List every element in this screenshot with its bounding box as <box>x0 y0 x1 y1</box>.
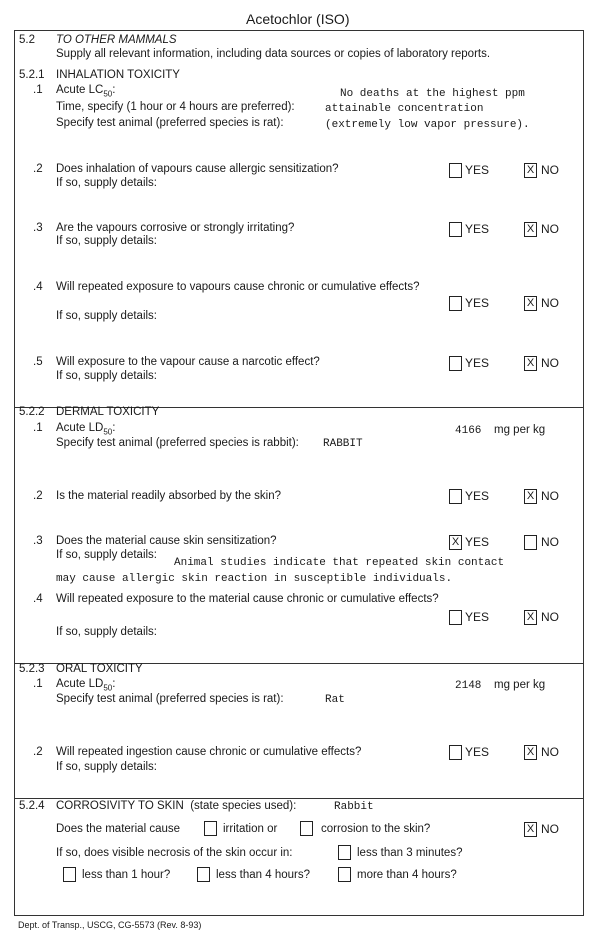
question-number: .1 <box>33 84 43 96</box>
question-number: .3 <box>33 535 43 547</box>
yes-label: YES <box>465 489 490 503</box>
no-checkbox[interactable]: X <box>524 822 537 837</box>
lc50-answer-line2: attainable concentration <box>325 103 484 115</box>
section-number: 5.2 <box>19 34 35 46</box>
no-checkbox[interactable]: X <box>524 163 537 178</box>
yes-label: YES <box>465 535 490 549</box>
test-animal-label: Specify test animal (preferred species is rat): <box>56 693 284 705</box>
details-label: If so, supply details: <box>56 549 157 561</box>
less-than-3-minutes-label: less than 3 minutes? <box>357 847 463 859</box>
subsection-heading: INHALATION TOXICITY <box>56 69 180 81</box>
test-animal-value: Rat <box>325 694 345 706</box>
test-animal-label: Specify test animal (preferred species is rat): <box>56 117 284 129</box>
corrosion-label: corrosion to the skin? <box>321 823 431 835</box>
subsection-heading: ORAL TOXICITY <box>56 663 143 675</box>
details-label: If so, supply details: <box>56 310 157 322</box>
no-checkbox[interactable]: X <box>524 222 537 237</box>
question-number: .1 <box>33 422 43 434</box>
lc50-answer-line1: No deaths at the highest ppm <box>340 88 525 100</box>
more-than-4-hours-label: more than 4 hours? <box>357 869 457 881</box>
subsection-number: 5.2.2 <box>19 406 45 418</box>
question-text: Will exposure to the vapour cause a narcotic effect? <box>56 356 320 368</box>
yes-label: YES <box>465 356 490 370</box>
no-label: NO <box>541 745 559 759</box>
no-label: NO <box>541 296 559 310</box>
question-text: Is the material readily absorbed by the skin? <box>56 490 282 502</box>
no-label: NO <box>541 610 559 624</box>
no-label: NO <box>541 222 559 236</box>
question-text: Does the material cause <box>56 823 181 835</box>
yes-checkbox[interactable] <box>449 745 462 760</box>
yes-checkbox[interactable]: X <box>449 535 462 550</box>
no-checkbox[interactable]: X <box>524 745 537 760</box>
yes-label: YES <box>465 296 490 310</box>
details-label: If so, supply details: <box>56 761 157 773</box>
subsection-number: 5.2.1 <box>19 69 45 81</box>
corrosion-checkbox[interactable] <box>300 821 313 836</box>
less-than-1-hour-label: less than 1 hour? <box>82 869 171 881</box>
question-text: Will repeated exposure to the material cause chronic or cumulative effects? <box>56 593 439 605</box>
sensitization-answer-line1: Animal studies indicate that repeated skin contact <box>174 557 505 569</box>
question-number: .4 <box>33 281 43 293</box>
necrosis-question: If so, does visible necrosis of the skin occur in: <box>56 847 293 859</box>
question-text: Will repeated ingestion cause chronic or cumulative effects? <box>56 746 362 758</box>
ld50-value: 2148 <box>455 680 482 692</box>
question-number: .2 <box>33 163 43 175</box>
subsection-heading: CORROSIVITY TO SKIN (state species used): <box>56 800 297 812</box>
no-checkbox[interactable]: X <box>524 356 537 371</box>
section-heading: TO OTHER MAMMALS <box>56 34 177 46</box>
question-text: Does the material cause skin sensitization? <box>56 535 277 547</box>
no-label: NO <box>541 535 559 549</box>
question-number: .4 <box>33 593 43 605</box>
section-intro: Supply all relevant information, including data sources or copies of laboratory reports. <box>56 48 491 60</box>
no-checkbox[interactable] <box>524 535 537 550</box>
yes-checkbox[interactable] <box>449 222 462 237</box>
yes-label: YES <box>465 745 490 759</box>
acute-lc50-label: Acute $LC_{50}$: <box>56 84 116 99</box>
yes-checkbox[interactable] <box>449 296 462 311</box>
subsection-heading: DERMAL TOXICITY <box>56 406 160 418</box>
acute-ld50-label: Acute $LD_{50}$: <box>56 678 116 693</box>
ld50-value: 4166 <box>455 425 482 437</box>
ld50-unit: mg per kg <box>494 424 546 436</box>
less-than-3-minutes-checkbox[interactable] <box>338 845 351 860</box>
no-label: NO <box>541 489 559 503</box>
no-checkbox[interactable]: X <box>524 296 537 311</box>
question-text: Are the vapours corrosive or strongly irritating? <box>56 222 295 234</box>
question-number: .1 <box>33 678 43 690</box>
irritation-label: irritation or <box>223 823 278 835</box>
test-animal-value: RABBIT <box>323 438 363 450</box>
yes-label: YES <box>465 163 490 177</box>
subsection-number: 5.2.3 <box>19 663 45 675</box>
question-number: .2 <box>33 746 43 758</box>
sensitization-answer-line2: may cause allergic skin reaction in susceptible individuals. <box>56 573 453 585</box>
document-title: Acetochlor (ISO) <box>246 11 350 27</box>
less-than-4-hours-checkbox[interactable] <box>197 867 210 882</box>
yes-label: YES <box>465 610 490 624</box>
yes-checkbox[interactable] <box>449 163 462 178</box>
details-label: If so, supply details: <box>56 370 157 382</box>
form-footer: Dept. of Transp., USCG, CG-5573 (Rev. 8-93) <box>18 920 202 930</box>
less-than-1-hour-checkbox[interactable] <box>63 867 76 882</box>
details-label: If so, supply details: <box>56 235 157 247</box>
irritation-checkbox[interactable] <box>204 821 217 836</box>
no-checkbox[interactable]: X <box>524 610 537 625</box>
ld50-unit: mg per kg <box>494 679 546 691</box>
no-label: NO <box>541 356 559 370</box>
acute-ld50-label: Acute $LD_{50}$: <box>56 422 116 437</box>
no-label: NO <box>541 163 559 177</box>
more-than-4-hours-checkbox[interactable] <box>338 867 351 882</box>
yes-label: YES <box>465 222 490 236</box>
question-text: Will repeated exposure to vapours cause chronic or cumulative effects? <box>56 281 420 293</box>
subsection-number: 5.2.4 <box>19 800 45 812</box>
question-number: .3 <box>33 222 43 234</box>
species-value: Rabbit <box>334 801 374 813</box>
yes-checkbox[interactable] <box>449 489 462 504</box>
lc50-answer-line3: (extremely low vapor pressure). <box>325 119 530 131</box>
details-label: If so, supply details: <box>56 177 157 189</box>
section-divider <box>14 798 584 799</box>
question-text: Does inhalation of vapours cause allergic sensitization? <box>56 163 339 175</box>
question-number: .5 <box>33 356 43 368</box>
no-checkbox[interactable]: X <box>524 489 537 504</box>
details-label: If so, supply details: <box>56 626 157 638</box>
question-number: .2 <box>33 490 43 502</box>
test-animal-label: Specify test animal (preferred species is rabbit): <box>56 437 299 449</box>
less-than-4-hours-label: less than 4 hours? <box>216 869 310 881</box>
no-label: NO <box>541 822 559 836</box>
yes-checkbox[interactable] <box>449 356 462 371</box>
yes-checkbox[interactable] <box>449 610 462 625</box>
time-specify-label: Time, specify (1 hour or 4 hours are preferred): <box>56 101 295 113</box>
